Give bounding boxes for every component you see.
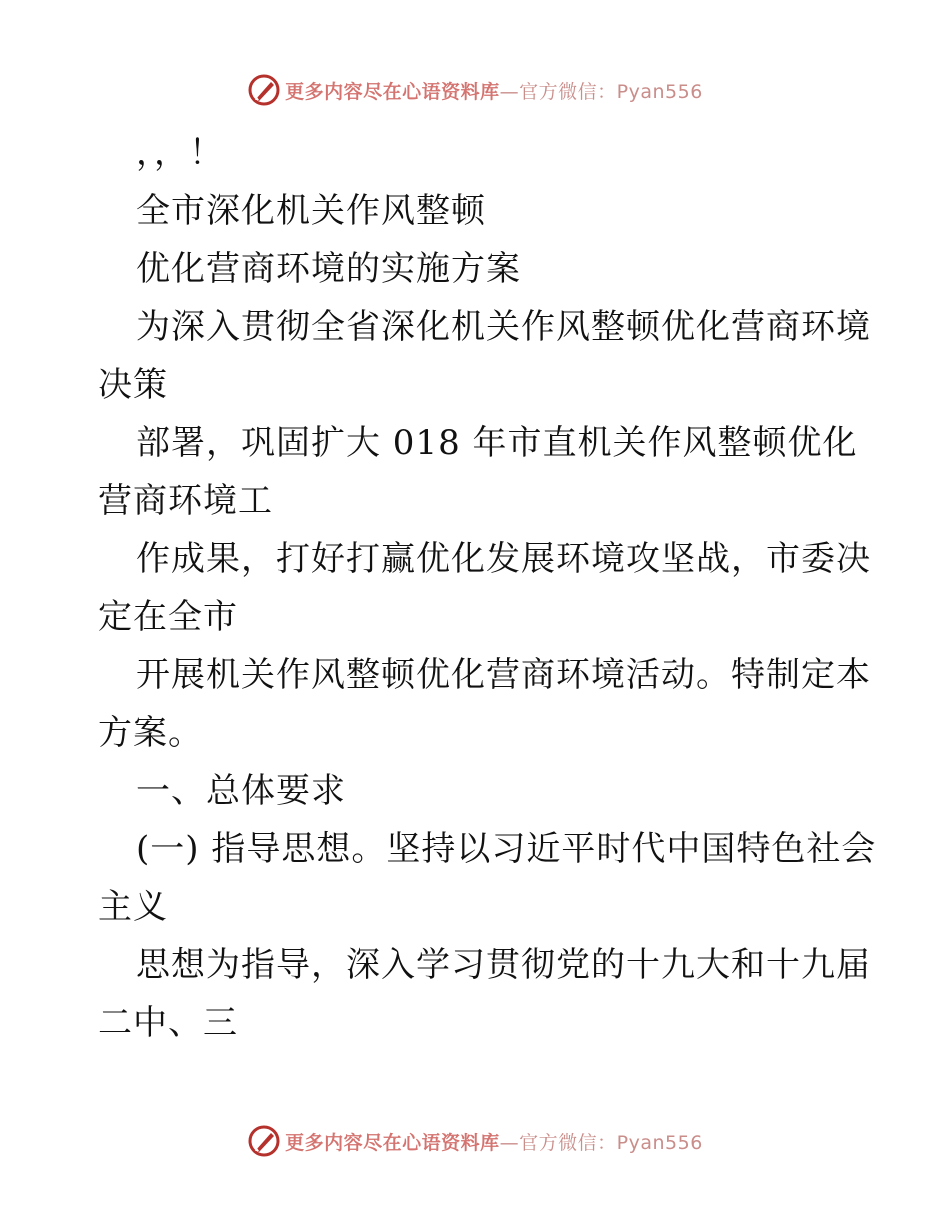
watermark-separator: — <box>499 80 520 103</box>
doc-line-16: 二中、三 <box>98 1003 238 1043</box>
watermark-wechat: 官方微信：Pyan556 <box>519 80 703 103</box>
watermark-wechat: 官方微信：Pyan556 <box>519 1131 703 1154</box>
watermark-text <box>285 77 703 104</box>
pen-logo-icon <box>247 1124 281 1158</box>
doc-title-line-2: 优化营商环境的实施方案 <box>136 249 521 289</box>
doc-line-13: (一) 指导思想。坚持以习近平时代中国特色社会 <box>136 829 877 869</box>
doc-line-9: 定在全市 <box>98 597 238 637</box>
watermark-brand: 更多内容尽在心语资料库 <box>285 80 500 103</box>
doc-line-7: 营商环境工 <box>98 481 273 521</box>
doc-line-11: 方案。 <box>98 713 203 753</box>
doc-line-10: 开展机关作风整顿优化营商环境活动。特制定本 <box>136 655 871 695</box>
watermark-separator: — <box>499 1131 520 1154</box>
watermark-brand: 更多内容尽在心语资料库 <box>285 1131 500 1154</box>
doc-title-line-1: 全市深化机关作风整顿 <box>136 191 486 231</box>
doc-line-8: 作成果，打好打赢优化发展环境攻坚战，市委决 <box>136 539 871 579</box>
footer-watermark <box>0 1121 950 1161</box>
header-watermark <box>0 70 950 110</box>
doc-line-15: 思想为指导，深入学习贯彻党的十九大和十九届 <box>136 945 871 985</box>
section-heading: 一、总体要求 <box>136 771 346 811</box>
watermark-text <box>285 1128 703 1155</box>
document-body <box>98 124 877 1052</box>
pen-logo-icon <box>247 73 281 107</box>
doc-line-1: ，，！ <box>136 133 224 173</box>
doc-line-6: 部署，巩固扩大 018 年市直机关作风整顿优化 <box>136 423 858 463</box>
doc-line-5: 决策 <box>98 365 168 405</box>
doc-line-14: 主义 <box>98 887 168 927</box>
doc-line-4: 为深入贯彻全省深化机关作风整顿优化营商环境 <box>136 307 871 347</box>
